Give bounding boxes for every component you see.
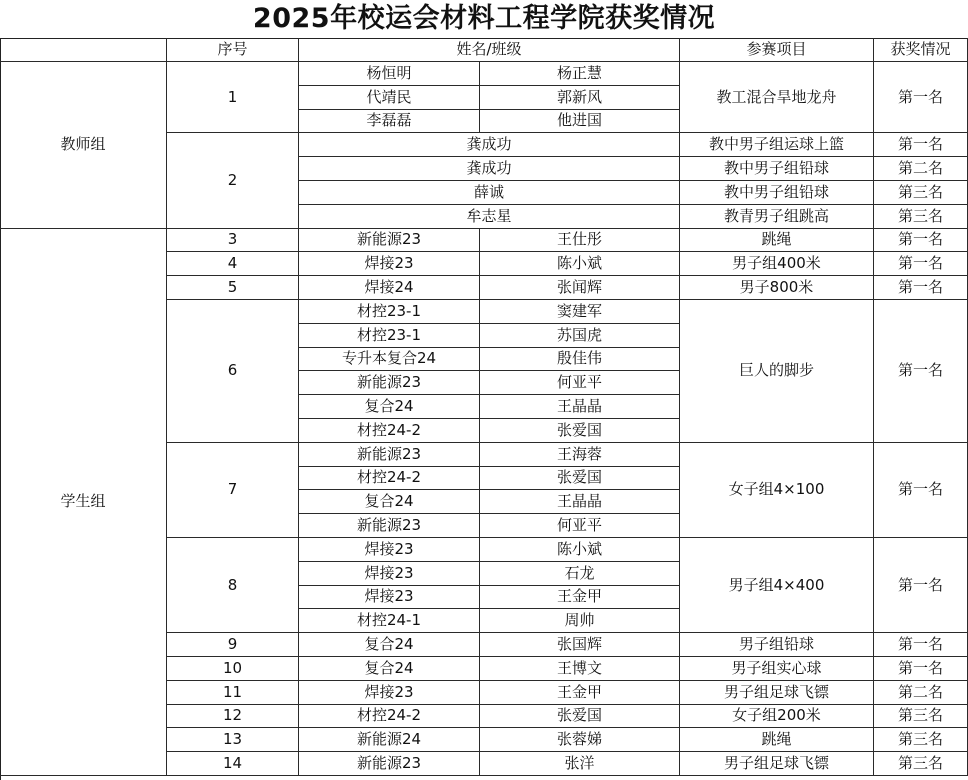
row-number: 8	[167, 538, 299, 633]
award-rank: 第一名	[874, 276, 968, 300]
group-label-teacher: 教师组	[0, 62, 167, 229]
student-name: 陈小斌	[480, 538, 680, 562]
student-class: 新能源23	[299, 514, 480, 538]
row-number: 1	[167, 62, 299, 133]
student-class: 材控24-2	[299, 419, 480, 443]
student-name: 张蓉娣	[480, 728, 680, 752]
row-number: 4	[167, 252, 299, 276]
student-name: 王金甲	[480, 681, 680, 705]
event-name: 男子组实心球	[680, 657, 874, 681]
student-class: 新能源23	[299, 229, 480, 253]
group-label-student: 学生组	[0, 229, 167, 776]
student-name: 张爱国	[480, 705, 680, 729]
teacher-name: 杨正慧	[480, 62, 680, 86]
student-class: 新能源24	[299, 728, 480, 752]
student-class: 材控23-1	[299, 324, 480, 348]
teacher-name: 龚成功	[299, 157, 680, 181]
student-name: 王金甲	[480, 586, 680, 610]
award-rank: 第一名	[874, 300, 968, 443]
award-rank: 第一名	[874, 443, 968, 538]
student-class: 复合24	[299, 657, 480, 681]
row-number: 11	[167, 681, 299, 705]
row-number: 3	[167, 229, 299, 253]
student-class: 材控24-2	[299, 467, 480, 491]
event-name: 女子组4×100	[680, 443, 874, 538]
award-rank: 第三名	[874, 205, 968, 229]
student-name: 陈小斌	[480, 252, 680, 276]
teacher-name: 李磊磊	[299, 110, 480, 134]
row-number: 9	[167, 633, 299, 657]
student-name: 周帅	[480, 609, 680, 633]
award-rank: 第三名	[874, 752, 968, 776]
student-name: 石龙	[480, 562, 680, 586]
event-name: 教中男子组铅球	[680, 181, 874, 205]
award-rank: 第三名	[874, 728, 968, 752]
teacher-name: 龚成功	[299, 133, 680, 157]
student-class: 焊接24	[299, 276, 480, 300]
teacher-name: 牟志星	[299, 205, 680, 229]
student-class: 复合24	[299, 490, 480, 514]
event-name: 巨人的脚步	[680, 300, 874, 443]
student-class: 焊接23	[299, 586, 480, 610]
header-name-class: 姓名/班级	[299, 38, 680, 62]
student-class: 焊接23	[299, 252, 480, 276]
event-name: 男子组4×400	[680, 538, 874, 633]
event-name: 教中男子组铅球	[680, 157, 874, 181]
student-name: 何亚平	[480, 514, 680, 538]
event-name: 教工混合旱地龙舟	[680, 62, 874, 133]
student-class: 焊接23	[299, 538, 480, 562]
event-name: 教青男子组跳高	[680, 205, 874, 229]
student-class: 焊接23	[299, 681, 480, 705]
award-rank: 第一名	[874, 538, 968, 633]
student-class: 专升本复合24	[299, 348, 480, 372]
event-name: 男子组足球飞镖	[680, 752, 874, 776]
teacher-name: 郭新风	[480, 86, 680, 110]
award-rank: 第二名	[874, 157, 968, 181]
student-name: 王海蓉	[480, 443, 680, 467]
student-class: 复合24	[299, 633, 480, 657]
event-name: 跳绳	[680, 728, 874, 752]
student-class: 材控24-1	[299, 609, 480, 633]
student-class: 新能源23	[299, 443, 480, 467]
student-name: 张闻辉	[480, 276, 680, 300]
award-rank: 第一名	[874, 657, 968, 681]
award-rank: 第一名	[874, 62, 968, 133]
event-name: 男子800米	[680, 276, 874, 300]
event-name: 女子组200米	[680, 705, 874, 729]
student-name: 张国辉	[480, 633, 680, 657]
header-group	[0, 38, 167, 62]
awards-table	[0, 38, 968, 780]
award-rank: 第一名	[874, 229, 968, 253]
event-name: 男子组400米	[680, 252, 874, 276]
student-class: 新能源23	[299, 371, 480, 395]
student-name: 苏国虎	[480, 324, 680, 348]
student-name: 殷佳伟	[480, 348, 680, 372]
student-name: 王仕彤	[480, 229, 680, 253]
header-award: 获奖情况	[874, 38, 968, 62]
event-name: 跳绳	[680, 229, 874, 253]
student-name: 王晶晶	[480, 490, 680, 514]
row-number: 12	[167, 705, 299, 729]
award-rank: 第三名	[874, 705, 968, 729]
student-name: 张洋	[480, 752, 680, 776]
student-name: 张爱国	[480, 419, 680, 443]
student-class: 材控24-2	[299, 705, 480, 729]
student-class: 新能源23	[299, 752, 480, 776]
event-name: 男子组足球飞镖	[680, 681, 874, 705]
event-name: 教中男子组运球上篮	[680, 133, 874, 157]
award-rank: 第二名	[874, 681, 968, 705]
row-number: 5	[167, 276, 299, 300]
teacher-name: 薛诚	[299, 181, 680, 205]
row-number: 2	[167, 133, 299, 228]
award-rank: 第一名	[874, 252, 968, 276]
student-name: 何亚平	[480, 371, 680, 395]
page-title: 2025年校运会材料工程学院获奖情况	[252, 3, 716, 34]
student-name: 张爱国	[480, 467, 680, 491]
teacher-name: 代靖民	[299, 86, 480, 110]
row-number: 10	[167, 657, 299, 681]
award-rank: 第三名	[874, 181, 968, 205]
row-number: 14	[167, 752, 299, 776]
student-class: 复合24	[299, 395, 480, 419]
row-number: 13	[167, 728, 299, 752]
header-event: 参赛项目	[680, 38, 874, 62]
student-name: 王晶晶	[480, 395, 680, 419]
row-number: 7	[167, 443, 299, 538]
student-class: 材控23-1	[299, 300, 480, 324]
teacher-name: 他进国	[480, 110, 680, 134]
student-name: 窦建军	[480, 300, 680, 324]
header-number: 序号	[167, 38, 299, 62]
student-name: 王博文	[480, 657, 680, 681]
event-name: 男子组铅球	[680, 633, 874, 657]
row-number: 6	[167, 300, 299, 443]
award-rank: 第一名	[874, 133, 968, 157]
student-class: 焊接23	[299, 562, 480, 586]
award-rank: 第一名	[874, 633, 968, 657]
teacher-name: 杨恒明	[299, 62, 480, 86]
